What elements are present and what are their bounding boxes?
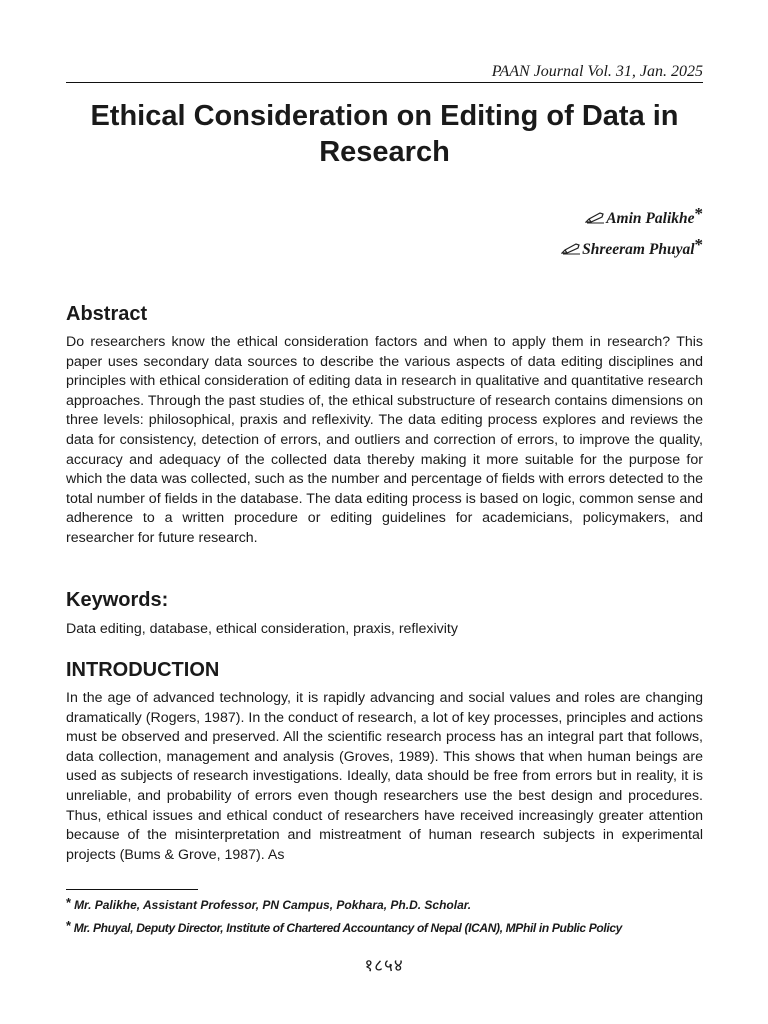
footnote-2 bbox=[66, 918, 726, 936]
author-name: Amin Palikhe bbox=[606, 210, 695, 227]
footnote-mark: * bbox=[66, 895, 72, 910]
page-number: १८५४ bbox=[364, 956, 404, 976]
pen-icon bbox=[561, 238, 581, 263]
author-2 bbox=[400, 232, 703, 263]
author-mark: * bbox=[694, 235, 703, 254]
footnote-rule bbox=[66, 889, 198, 890]
introduction-heading: INTRODUCTION bbox=[66, 659, 220, 681]
running-header: PAAN Journal Vol. 31, Jan. 2025 bbox=[491, 63, 703, 80]
introduction-text: In the age of advanced technology, it is rapidly advancing and social values and roles are changing dramatically (Rogers, 1987). In the conduct of research, a lot of key processes, principles and actions must be observed and preserved. All the scientific research process has an integral part that follows, data collection, management and analysis (Groves, 1989). This shows that when human beings are used as subjects of research investigations. Ideally, data should be free from errors but in reality, it is unreliable, and probability of errors even though researchers use the best design and procedures. Thus, ethical issues and ethical conduct of researchers have received increasingly greater attention because of the misinterpretation and mistreatment of human research subjects in experimental projects (Bums & Grove, 1987). As bbox=[66, 690, 703, 863]
header-rule bbox=[66, 82, 703, 83]
footnote-mark: * bbox=[66, 918, 71, 933]
pen-icon bbox=[585, 207, 605, 232]
footnote-text: Mr. Phuyal, Deputy Director, Institute of Chartered Accountancy of Nepal (ICAN), MPhil in Public Policy bbox=[73, 921, 622, 935]
abstract-heading: Abstract bbox=[66, 303, 148, 325]
author-mark: * bbox=[694, 204, 703, 223]
abstract-text: Do researchers know the ethical consideration factors and when to apply them in research? This paper uses secondary data sources to describe the various aspects of data editing disciplines and principles with ethical consideration of editing data in research in qualitative and quantitative research approaches. Through the past studies of, the ethical substructure of research contains dimensions on three levels: philosophical, praxis and reflexivity. The data editing process explores and reviews the data for consistency, detection of errors, and outliers and correction of errors, to improve the quality, accuracy and adequacy of the collected data thereby making it more suitable for the purpose for which the data was collected, such as the number and percentage of fields with errors detected to the total number of fields in the database. The data editing process is based on logic, common sense and adherence to a written procedure or editing guidelines for academicians, policymakers, and researcher for future research. bbox=[66, 334, 703, 546]
footnote-text: Mr. Palikhe, Assistant Professor, PN Campus, Pokhara, Ph.D. Scholar. bbox=[74, 898, 472, 912]
author-1 bbox=[400, 201, 703, 232]
author-block bbox=[400, 201, 703, 263]
keywords-heading: Keywords: bbox=[66, 589, 169, 611]
keywords-text: Data editing, database, ethical consideration, praxis, reflexivity bbox=[66, 621, 458, 637]
paper-title: Ethical Consideration on Editing of Data in Research bbox=[90, 100, 679, 168]
footnote-1 bbox=[66, 895, 726, 913]
author-name: Shreeram Phuyal bbox=[582, 241, 695, 258]
